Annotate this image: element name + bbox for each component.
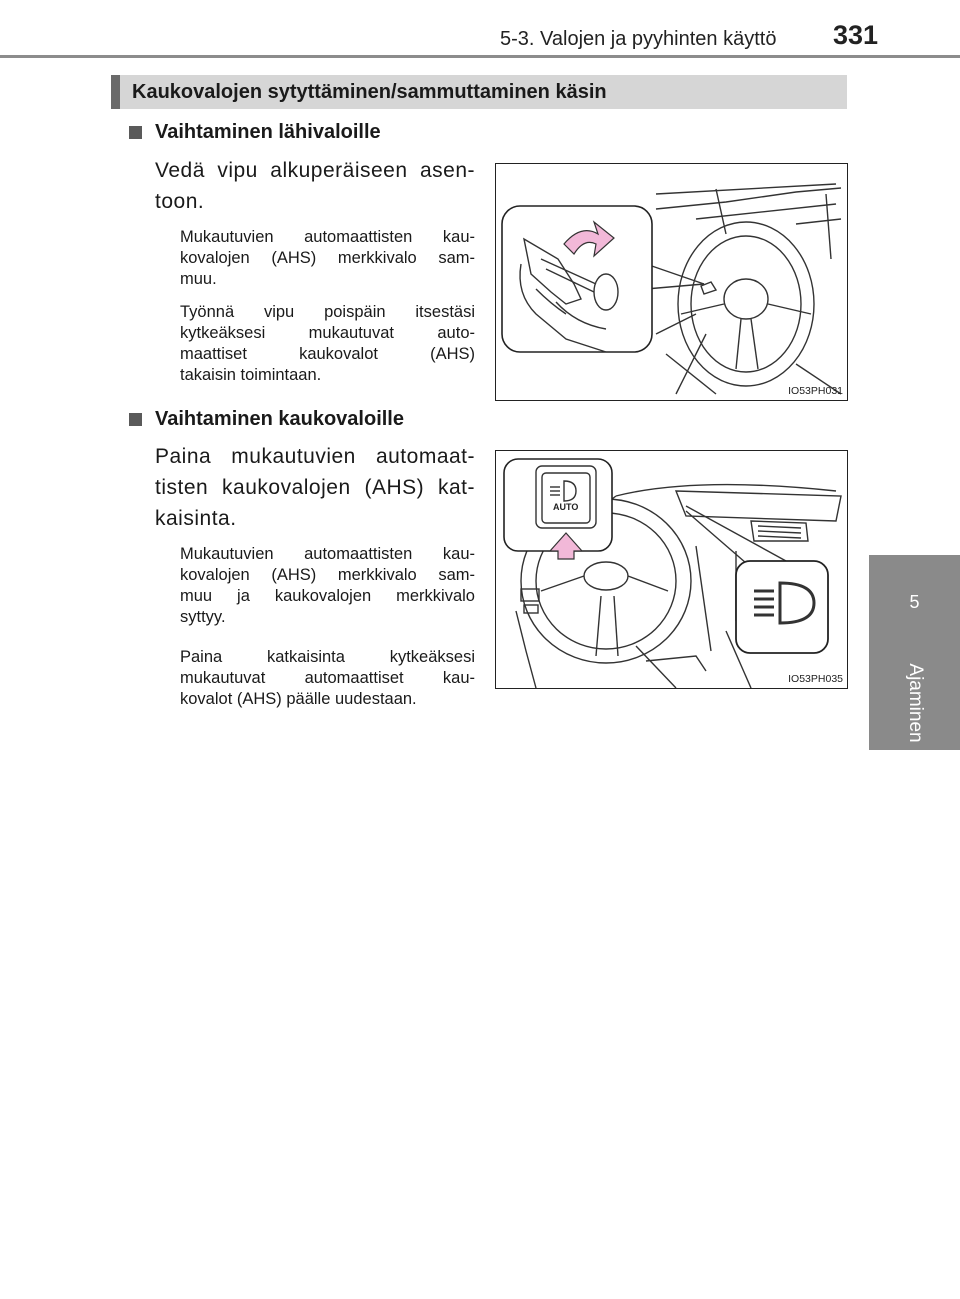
instruction-line: Paina mukautuvien automaat- xyxy=(155,445,475,468)
note-low-beam-indicator xyxy=(180,227,475,290)
chapter-tab-number: 5 xyxy=(909,592,920,612)
bullet-square-icon xyxy=(129,413,142,426)
subheading-low-beam: Vaihtaminen lähivaloille xyxy=(155,121,381,143)
section-title-accent xyxy=(111,75,120,109)
section-title: Kaukovalojen sytyttäminen/sammuttaminen käsin xyxy=(132,81,607,103)
note-high-beam-reactivate xyxy=(180,647,475,710)
steering-lever-illustration xyxy=(496,164,847,400)
running-header-section: 5-3. Valojen ja pyyhinten käyttö xyxy=(500,28,777,50)
note-high-beam-indicator xyxy=(180,544,475,628)
note-line: Paina katkaisinta kytkeäksesi xyxy=(180,648,475,666)
instruction-line: toon. xyxy=(155,190,205,213)
page-number: 331 xyxy=(833,20,879,50)
instruction-line: Vedä vipu alkuperäiseen asen- xyxy=(155,159,475,182)
bullet-square-icon xyxy=(129,126,142,139)
header-divider xyxy=(0,55,960,58)
instruction-line: tisten kaukovalojen (AHS) kat- xyxy=(155,476,475,499)
figure-ahs-switch xyxy=(495,450,848,689)
note-low-beam-reactivate xyxy=(180,302,475,386)
note-line: Työnnä vipu poispäin itsestäsi xyxy=(180,303,475,321)
subheading-high-beam: Vaihtaminen kaukovaloille xyxy=(155,408,404,430)
figure-lever-pull xyxy=(495,163,848,401)
dashboard-ahs-illustration xyxy=(496,451,847,688)
note-line: syttyy. xyxy=(180,608,226,626)
note-line: muu. xyxy=(180,270,217,288)
note-line: kovalojen (AHS) merkkivalo sam- xyxy=(180,566,475,584)
note-line: Mukautuvien automaattisten kau- xyxy=(180,228,475,246)
note-line: takaisin toimintaan. xyxy=(180,366,322,384)
note-line: kovalojen (AHS) merkkivalo sam- xyxy=(180,249,475,267)
figure-code: IO53PH031 xyxy=(788,385,843,397)
instruction-high-beam xyxy=(155,441,475,534)
figure-code: IO53PH035 xyxy=(788,673,843,685)
note-line: Mukautuvien automaattisten kau- xyxy=(180,545,475,563)
note-line: kytkeäksesi mukautuvat auto- xyxy=(180,324,475,342)
instruction-line: kaisinta. xyxy=(155,507,237,530)
chapter-tab-label-box xyxy=(869,655,960,750)
note-line: maattiset kaukovalot (AHS) xyxy=(180,345,475,363)
note-line: muu ja kaukovalojen merkkivalo xyxy=(180,587,475,605)
chapter-tab-label: Ajaminen xyxy=(904,662,926,743)
ahs-switch-label: AUTO xyxy=(553,502,579,512)
note-line: mukautuvat automaattiset kau- xyxy=(180,669,475,687)
instruction-low-beam xyxy=(155,155,475,217)
note-line: kovalot (AHS) päälle uudestaan. xyxy=(180,690,417,708)
